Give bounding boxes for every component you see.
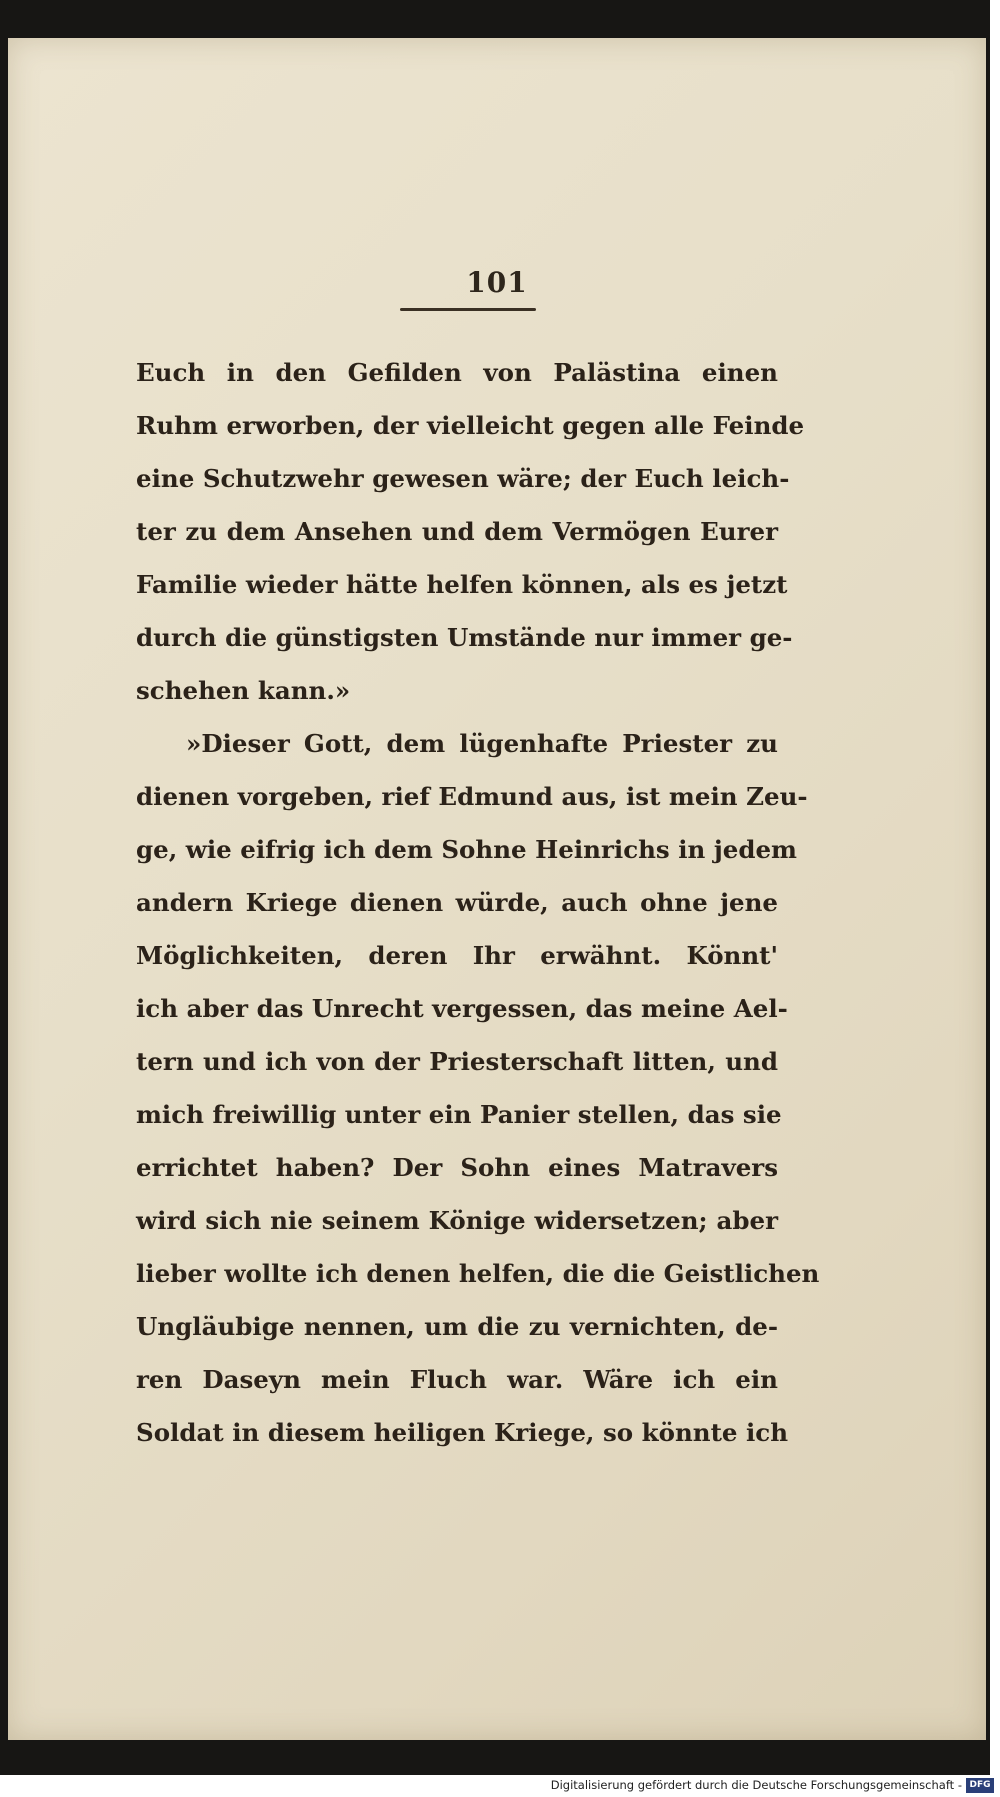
text-line: »Dieser Gott, dem lügenhafte Priester zu bbox=[186, 729, 778, 758]
text-line: errichtet haben? Der Sohn eines Matravers bbox=[136, 1153, 778, 1182]
footer-bar bbox=[0, 1775, 1000, 1797]
funding-credit: Digitalisierung gefördert durch die Deutsche Forschungsgemeinschaft - bbox=[550, 1778, 962, 1792]
text-line: mich freiwillig unter ein Panier stellen, das sie bbox=[136, 1100, 782, 1129]
text-line: ter zu dem Ansehen und dem Vermögen Eurer bbox=[136, 517, 778, 546]
text-line: lieber wollte ich denen helfen, die die Geistlichen bbox=[136, 1259, 820, 1288]
text-line: tern und ich von der Priesterschaft litten, und bbox=[136, 1047, 778, 1076]
text-line: Familie wieder hätte helfen können, als es jetzt bbox=[136, 570, 788, 599]
text-line: Möglichkeiten, deren Ihr erwähnt. Könnt' bbox=[136, 941, 778, 970]
body-text bbox=[136, 346, 820, 1459]
text-line: durch die günstigsten Umstände nur immer ge- bbox=[136, 623, 793, 652]
text-line: ich aber das Unrecht vergessen, das meine Ael- bbox=[136, 994, 788, 1023]
text-line: ge, wie eifrig ich dem Sohne Heinrichs in jedem bbox=[136, 835, 797, 864]
text-line: Euch in den Gefilden von Palästina einen bbox=[136, 358, 778, 387]
text-line: Ungläubige nennen, um die zu vernichten, de- bbox=[136, 1312, 778, 1341]
book-page bbox=[8, 38, 986, 1740]
text-line: dienen vorgeben, rief Edmund aus, ist mein Zeu- bbox=[136, 782, 808, 811]
text-line: ren Daseyn mein Fluch war. Wäre ich ein bbox=[136, 1365, 778, 1394]
text-line: andern Kriege dienen würde, auch ohne jene bbox=[136, 888, 778, 917]
dfg-logo: DFG bbox=[966, 1778, 994, 1793]
page-number: 101 bbox=[466, 266, 528, 299]
text-line: schehen kann.» bbox=[136, 676, 351, 705]
header-rule bbox=[400, 308, 536, 311]
text-line: wird sich nie seinem Könige widersetzen; aber bbox=[136, 1206, 778, 1235]
text-line: Ruhm erworben, der vielleicht gegen alle Feinde bbox=[136, 411, 805, 440]
text-line: eine Schutzwehr gewesen wäre; der Euch leich- bbox=[136, 464, 790, 493]
text-line: Soldat in diesem heiligen Kriege, so könnte ich bbox=[136, 1418, 789, 1447]
